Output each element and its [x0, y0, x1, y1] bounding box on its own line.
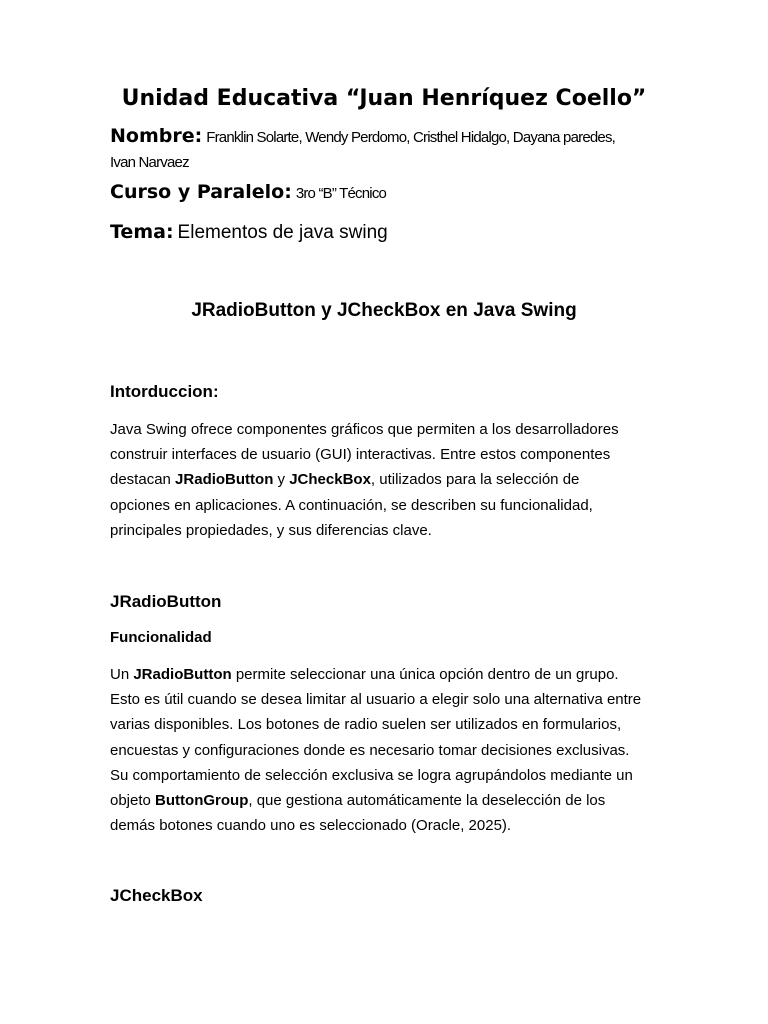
paragraph-line: principales propiedades, y sus diferencias clave.: [110, 521, 432, 539]
paragraph-line: [110, 662, 670, 687]
paragraph-line: encuestas y configuraciones donde es necesario tomar decisiones exclusivas.: [110, 741, 630, 759]
bold-term: ButtonGroup: [155, 792, 249, 810]
jradiobutton-heading: JRadioButton: [110, 592, 222, 611]
nombre-value-continued: Ivan Narvaez: [110, 154, 189, 171]
nombre-line-continued: [110, 151, 670, 175]
document-title: JRadioButton y JCheckBox en Java Swing: [191, 300, 577, 321]
tema-value: Elementos de java swing: [177, 222, 388, 243]
bold-term: JCheckBox: [289, 471, 371, 489]
curso-line: [110, 177, 670, 207]
nombre-label: Nombre:: [110, 125, 203, 147]
paragraph-line: [110, 467, 670, 492]
text-run: y: [273, 471, 290, 489]
paragraph-line: construir interfaces de usuario (GUI) interactivas. Entre estos componentes: [110, 446, 611, 464]
text-run: , utilizados para la selección de: [370, 471, 580, 489]
curso-label: Curso y Paralelo:: [110, 181, 292, 203]
tema-line: [110, 217, 670, 247]
paragraph-line: opciones en aplicaciones. A continuación, se describen su funcionalidad,: [110, 496, 593, 514]
paragraph-line: [110, 788, 670, 813]
nombre-value: Franklin Solarte, Wendy Perdomo, Cristhel Hidalgo, Dayana paredes,: [206, 129, 616, 146]
paragraph-line: demás botones cuando uno es seleccionado (Oracle, 2025).: [110, 817, 512, 835]
bold-term: JRadioButton: [175, 471, 274, 489]
jcheckbox-heading: JCheckBox: [110, 886, 203, 905]
paragraph-line: varias disponibles. Los botones de radio suelen ser utilizados en formularios,: [110, 716, 622, 734]
intro-paragraph: [110, 417, 670, 543]
text-run: destacan: [110, 471, 176, 489]
curso-value: 3ro “B” Técnico: [295, 185, 387, 202]
text-run: objeto: [110, 792, 156, 810]
paragraph-line: Java Swing ofrece componentes gráficos que permiten a los desarrolladores: [110, 421, 619, 438]
text-run: , que gestiona automáticamente la deselección de los: [248, 792, 606, 810]
nombre-line: [110, 121, 670, 151]
intro-heading: Intorduccion:: [110, 382, 219, 401]
text-run: permite seleccionar una única opción dentro de un grupo.: [231, 666, 619, 683]
paragraph-line: Su comportamiento de selección exclusiva se logra agrupándolos mediante un: [110, 766, 633, 784]
bold-term: JRadioButton: [133, 666, 232, 683]
school-title: Unidad Educativa “Juan Henríquez Coello”: [121, 86, 647, 111]
jradiobutton-paragraph: [110, 662, 670, 838]
tema-label: Tema:: [110, 221, 174, 243]
text-run: Un: [110, 666, 134, 683]
funcionalidad-subheading: Funcionalidad: [110, 629, 212, 646]
paragraph-line: Esto es útil cuando se desea limitar al usuario a elegir solo una alternativa entre: [110, 691, 642, 709]
